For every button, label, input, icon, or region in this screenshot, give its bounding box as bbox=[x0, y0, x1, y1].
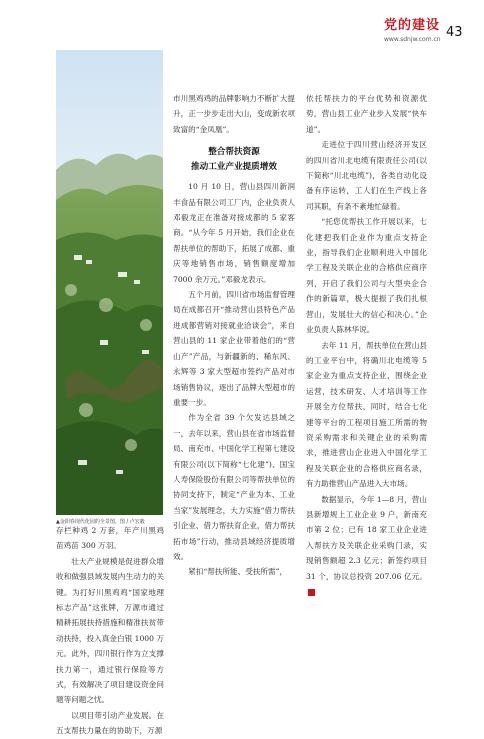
section-heading-line-2: 推动工业产业提质增效 bbox=[191, 162, 277, 173]
text-column-1 bbox=[56, 523, 164, 739]
paragraph-final bbox=[306, 492, 427, 600]
paragraph: 依托帮扶力的平台优势和资源优势，营山县工业产业步入发展“快车道”。 bbox=[306, 94, 427, 134]
page-number: 43 bbox=[446, 25, 463, 40]
paragraph: 壮大产业规模是促进群众增收和做强县域发展内生动力的关键。为打好川黑鸡鸡“国家地理标志产品”这张牌，万源市通过精耕拓展扶持措施和精准扶贫带动扶持，投入真金白银 1000 万元。此外，四川银行作为立支撑扶力第一，通过银行保险等方式，有效解决了项目建设资金问题等问题之忧。 bbox=[56, 556, 164, 705]
photo-caption: ▲金阳春现代化园的全景图，图 / 卢宏毅 bbox=[56, 519, 145, 525]
section-heading-line-1: 整合帮扶资源 bbox=[208, 147, 260, 158]
paragraph-text: 数据显示，今年 1—8 月，营山县新增规上工业企业 9 户，新南充市第 2 位；已有 18 家工业企业进入帮扶方及关联企业采购门录，实现销售额超 2.3 亿元；新签约项目 31 个，协议总投资 207.06 亿元。 bbox=[306, 494, 427, 581]
logo-url: www.sdnjw.com.cn bbox=[384, 36, 441, 43]
paragraph: 存栏种鸡 2 万套，年产川黑鸡苗鸡苗 300 万羽。 bbox=[56, 526, 164, 551]
paragraph: 以项目带引动产业发展。在五支帮扶力量在的协助下，万源 bbox=[56, 710, 164, 736]
text-column-3 bbox=[306, 91, 427, 599]
paragraph: 五个月前，四川省市场监督管理局在成都召开“推动营山县特色产品进成都营销对接就业洽谈会”，来自营山县的 11 家企业带着他们的“营山产”产品，与新疆新的、稀东风、永辉等 3 家大型超市签约产品对市场销售协议，逐出了品牌大型超市的重要一步。 bbox=[173, 290, 295, 407]
paragraph: 紧扣“帮扶所能、受扶所需”， bbox=[188, 567, 288, 577]
text-column-2 bbox=[173, 91, 295, 580]
section-heading bbox=[173, 145, 295, 175]
paragraph: 10 月 10 日，营山县四川新润丰食品有限公司工厂内，企业负责人邓毅龙正在准备对接成都的 5 家客商。“从今年 5 月开始，我们企业在帮扶单位的帮助下，拓展了成都、重庆等地销售市场，销售额度增加 7000 余万元。”邓毅龙表示。 bbox=[173, 182, 295, 284]
paragraph: 走进位于四川营山经济开发区的四川省川北电缆有限责任公司(以下简称“川北电缆”)，各类自动化设备有序运转，工人们在生产线上各司其职，有条不紊地忙碌着。 bbox=[306, 140, 427, 211]
landscape-photo-art bbox=[56, 50, 163, 515]
paragraph: “托您优帮扶工作开展以来，七化建把我们企业作为重点支持企业，指导我们企业顺利进入中国化学工程及关联企业的合格供应商序列，开启了我们公司与大型央企合作的新篇章，极大提振了我们扎根营山，发展壮大的信心和决心。”企业负责人陈林华说。 bbox=[306, 217, 427, 335]
article-end-mark: 图 bbox=[308, 589, 315, 596]
landscape-photo bbox=[56, 50, 163, 515]
logo-text: 党的建设 bbox=[384, 18, 441, 33]
paragraph: 作为全省 39 个欠发达县域之一，去年以来，营山县在省市场监督局、南充市、中国化学工程第七建设有限公司(以下简称“七化建”)、国宝人寿保险股份有限公司等帮扶单位的协同支持下，制定“产业为本、工业当家”发展理念，大力实施“借力帮扶引企业、借力帮扶育企业，借力帮扶拓市场”行动，推动县域经济提质增效。 bbox=[173, 413, 295, 561]
magazine-logo bbox=[384, 14, 441, 43]
paragraph: 去年 11 月，帮扶单位在营山县的工业平台中，将确川北电缆等 5 家企业为重点支持企业，围绕企业运营，技术研发、人才培训等工作开展全方位帮扶，同时，结合七化建等平台的工程项目施工所需的物资采购需求和关键企业的采购需求，推进营山企业进入中国化学工程及关联企业的合格供应商名录，有力助推营山产品进入大市场。 bbox=[306, 340, 427, 489]
paragraph: 市川黑鸡鸡的品牌影响力不断扩大提升，正一步步走出大山，变成新农项致富的“金凤凰”。 bbox=[173, 94, 295, 134]
